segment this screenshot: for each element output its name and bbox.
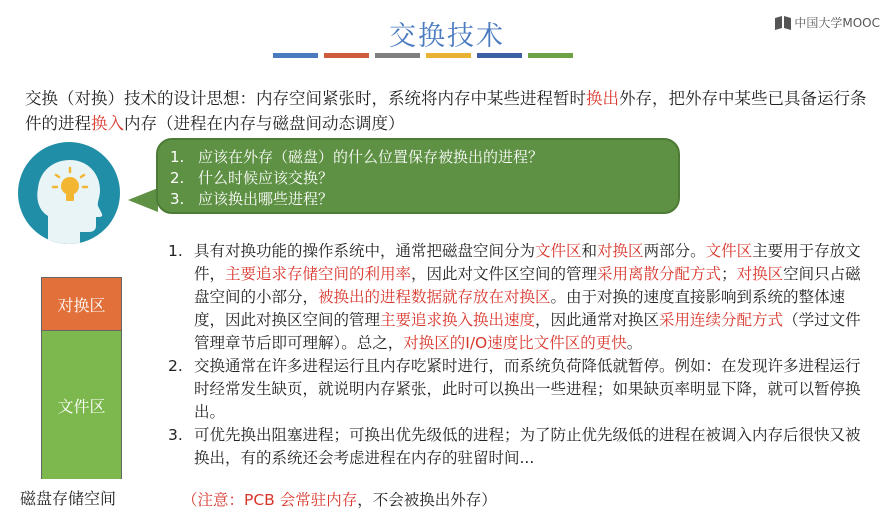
intro-swap-out: 换出 [586,89,619,108]
intro-paragraph [25,86,875,136]
text-run: 具有对换功能的操作系统中，通常把磁盘空间分为 [194,242,536,260]
mooc-logo [775,14,880,31]
item-text: 可优先换出阻塞进程；可换出优先级低的进程；为了防止优先级低的进程在被调入内存后很快又被换出，有的系统还会考虑进程在内存的驻留时间... [194,426,861,467]
question-item [170,189,678,210]
note-highlight: 注意：PCB 会常驻内存 [197,491,358,509]
highlight-run: 采用离散分配方式 [597,265,722,283]
highlight-run: 文件区 [535,242,582,260]
color-bar-segment [324,53,369,58]
text-run: 主要用于存放文件， [194,242,861,283]
question-item [170,168,678,189]
item-text: 交换通常在许多进程运行且内存吃紧时进行，而系统负荷降低就暂停。例如：在发现许多进程运行时经常发生缺页，就说明内存紧张，此时可以换出一些进程；如果缺页率明显下降，就可以暂停换出。 [194,357,861,421]
file-area-block: 文件区 [42,331,121,479]
color-bar-segment [273,53,318,58]
question-item [170,147,678,168]
question-number: 3. [170,190,185,208]
mooc-logo-text: 中国大学MOOC [794,16,880,30]
explanation-list [168,240,868,470]
text-run: 空间只占磁盘空间的小部分， [194,265,861,306]
intro-text-2: 外存，把外存中某些已具备运行条件的进程 [25,89,867,133]
item-number: 1. [168,242,183,260]
question-number: 1. [170,148,185,166]
explanation-item-2 [168,355,868,424]
text-run: ； [721,265,737,283]
highlight-run: 对换区的I/O速度比文件区的更快 [403,334,627,352]
highlight-run: 主要追求存储空间的利用率 [225,265,412,283]
highlight-run: 主要追求换入换出速度 [380,311,536,329]
mooc-logo-icon [775,17,791,29]
text-run: （学过文件管理章节后即可理解）。总之， [194,311,861,352]
question-text: 什么时候应该交换？ [198,169,334,187]
intro-swap-in: 换入 [91,114,124,133]
question-text: 应该换出哪些进程？ [198,190,334,208]
item-text [194,240,868,355]
questions-list [170,147,678,210]
note-rest: ，不会被换出外存 [357,491,482,509]
question-text: 应该在外存（磁盘）的什么位置保存被换出的进程？ [198,148,544,166]
text-run: 。由于对换的速度直接影响到系统的整体速度，因此对换区空间的管理 [194,288,846,329]
color-bar-segment [375,53,420,58]
color-bar-segment [426,53,471,58]
text-run: 和 [581,242,598,260]
pcb-note [182,488,497,510]
head-lightbulb-icon [18,142,120,244]
title-color-bar [273,53,573,58]
note-open-paren: （ [182,491,198,509]
note-close-paren: ） [481,491,497,509]
color-bar-segment [477,53,522,58]
question-number: 2. [170,169,185,187]
speech-bubble-tail [128,188,158,212]
highlight-run: 对换区 [736,265,784,283]
text-run: 两部分。 [643,242,706,260]
intro-text-3: 内存（进程在内存与磁盘间动态调度） [124,114,405,133]
questions-bubble [156,138,680,214]
item-number: 3. [168,426,183,444]
highlight-run: 采用连续分配方式 [659,311,784,329]
slide-title: 交换技术 [389,21,505,52]
swap-area-block: 对换区 [42,278,121,331]
text-run: ，因此通常对换区 [535,311,660,329]
disk-storage-diagram [41,277,122,479]
highlight-run: 被换出的进程数据就存放在对换区 [318,288,551,306]
explanation-item-3 [168,424,868,470]
text-run: 。 [626,334,643,352]
item-number: 2. [168,357,183,375]
explanation-item-1 [168,240,868,355]
highlight-run: 文件区 [705,242,753,260]
text-run: ，因此对文件区空间的管理 [411,265,598,283]
intro-text-1: 交换（对换）技术的设计思想：内存空间紧张时，系统将内存中某些进程暂时 [25,89,586,108]
disk-storage-caption: 磁盘存储空间 [20,489,117,508]
color-bar-segment [528,53,573,58]
highlight-run: 对换区 [597,242,644,260]
